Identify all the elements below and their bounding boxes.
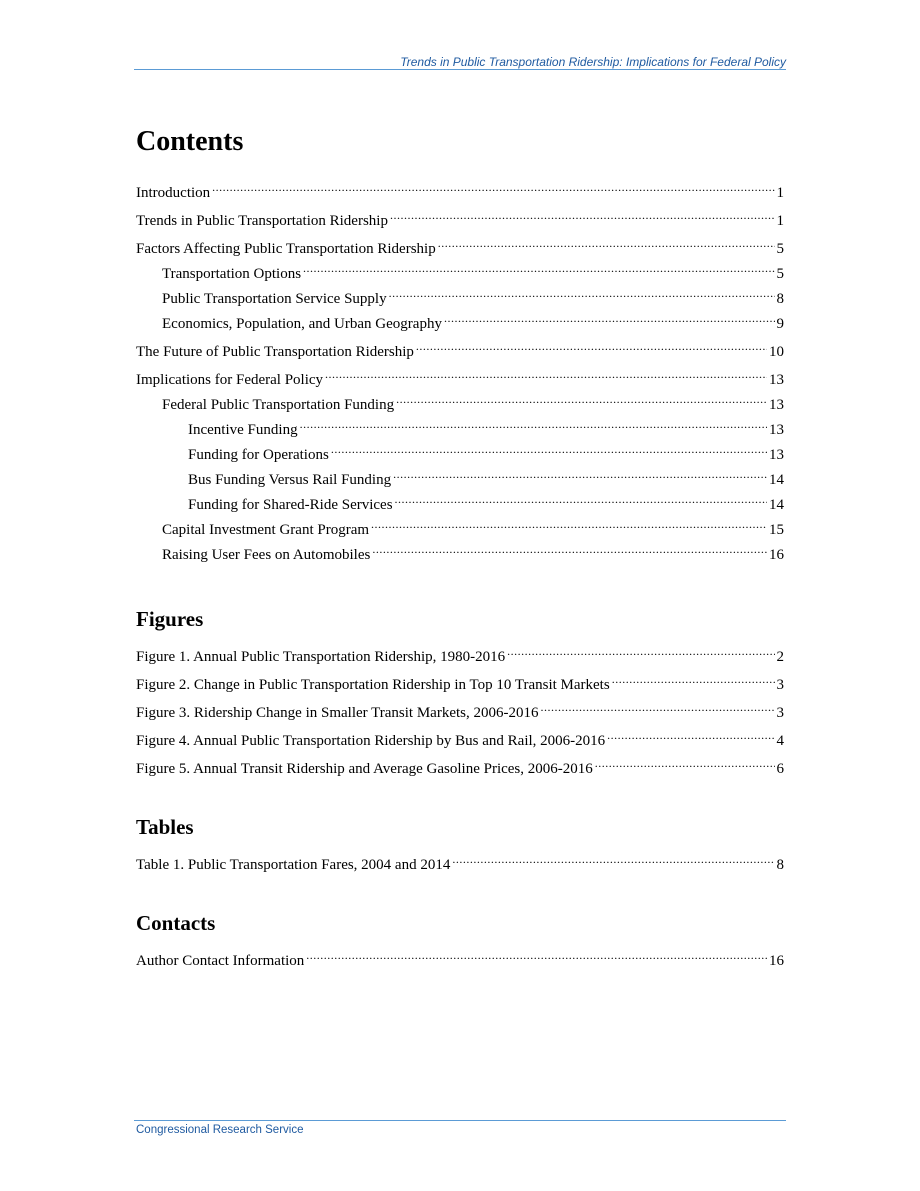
running-header: Trends in Public Transportation Ridership: Implications for Federal Policy bbox=[400, 55, 786, 69]
toc-entry-page: 13 bbox=[769, 372, 784, 388]
dot-leader bbox=[607, 726, 774, 745]
table-entry-1[interactable] bbox=[136, 850, 784, 875]
table-entry-page: 8 bbox=[776, 857, 784, 873]
toc-entry-page: 14 bbox=[769, 497, 784, 513]
toc-entry-future[interactable] bbox=[136, 337, 784, 362]
toc-entry-label: Transportation Options bbox=[162, 266, 302, 282]
dot-leader bbox=[303, 259, 774, 278]
toc-entry-label: Trends in Public Transportation Ridership bbox=[136, 213, 388, 229]
dot-leader bbox=[393, 465, 767, 484]
footer-divider bbox=[134, 1120, 786, 1121]
toc-entry-operations-funding[interactable] bbox=[136, 440, 784, 465]
contact-entry-label: Author Contact Information bbox=[136, 953, 305, 969]
toc-entry-page: 8 bbox=[776, 291, 784, 307]
table-entry-label: Table 1. Public Transportation Fares, 2004 and 2014 bbox=[136, 857, 451, 873]
toc-entry-label: The Future of Public Transportation Ridership bbox=[136, 344, 414, 360]
toc-entry-label: Funding for Shared-Ride Services bbox=[188, 497, 393, 513]
dot-leader bbox=[444, 309, 775, 328]
toc-entry-page: 1 bbox=[776, 213, 784, 229]
toc-entry-transportation-options[interactable] bbox=[136, 259, 784, 284]
toc-entry-page: 13 bbox=[769, 422, 784, 438]
figure-entry-label: Figure 1. Annual Public Transportation Ridership, 1980-2016 bbox=[136, 649, 506, 665]
dot-leader bbox=[612, 670, 775, 689]
toc-entry-page: 13 bbox=[769, 447, 784, 463]
dot-leader bbox=[396, 390, 767, 409]
toc-entry-label: Implications for Federal Policy bbox=[136, 372, 324, 388]
dot-leader bbox=[540, 698, 774, 717]
toc-entry-user-fees[interactable] bbox=[136, 540, 784, 565]
dot-leader bbox=[390, 206, 775, 225]
toc-entry-incentive-funding[interactable] bbox=[136, 415, 784, 440]
toc-entry-page: 5 bbox=[776, 266, 784, 282]
toc-entry-economics[interactable] bbox=[136, 309, 784, 334]
toc-entry-factors[interactable] bbox=[136, 234, 784, 259]
toc-entry-page: 9 bbox=[776, 316, 784, 332]
header-divider bbox=[134, 69, 786, 70]
contents-list bbox=[136, 178, 784, 565]
dot-leader bbox=[372, 540, 767, 559]
tables-list bbox=[136, 850, 784, 875]
toc-entry-page: 1 bbox=[776, 185, 784, 201]
dot-leader bbox=[507, 642, 774, 661]
toc-entry-label: Capital Investment Grant Program bbox=[162, 522, 370, 538]
toc-entry-federal-funding[interactable] bbox=[136, 390, 784, 415]
toc-entry-label: Incentive Funding bbox=[188, 422, 298, 438]
figure-entry-3[interactable] bbox=[136, 698, 784, 723]
dot-leader bbox=[212, 178, 774, 197]
figure-entry-label: Figure 2. Change in Public Transportation Ridership in Top 10 Transit Markets bbox=[136, 677, 610, 693]
toc-entry-label: Introduction bbox=[136, 185, 211, 201]
figure-entry-2[interactable] bbox=[136, 670, 784, 695]
dot-leader bbox=[371, 515, 767, 534]
toc-entry-page: 5 bbox=[776, 241, 784, 257]
toc-entry-label: Federal Public Transportation Funding bbox=[162, 397, 395, 413]
toc-entry-page: 15 bbox=[769, 522, 784, 538]
toc-entry-service-supply[interactable] bbox=[136, 284, 784, 309]
toc-entry-introduction[interactable] bbox=[136, 178, 784, 203]
toc-entry-label: Bus Funding Versus Rail Funding bbox=[188, 472, 392, 488]
dot-leader bbox=[325, 365, 767, 384]
toc-entry-label: Public Transportation Service Supply bbox=[162, 291, 387, 307]
dot-leader bbox=[306, 946, 767, 965]
figure-entry-page: 4 bbox=[776, 733, 784, 749]
contact-entry-page: 16 bbox=[769, 953, 784, 969]
contacts-list bbox=[136, 946, 784, 971]
dot-leader bbox=[595, 754, 775, 773]
figure-entry-5[interactable] bbox=[136, 754, 784, 779]
toc-entry-implications[interactable] bbox=[136, 365, 784, 390]
toc-entry-label: Raising User Fees on Automobiles bbox=[162, 547, 371, 563]
toc-entry-page: 13 bbox=[769, 397, 784, 413]
contents-heading: Contents bbox=[136, 126, 244, 157]
figure-entry-page: 3 bbox=[776, 677, 784, 693]
toc-entry-label: Factors Affecting Public Transportation Ridership bbox=[136, 241, 436, 257]
dot-leader bbox=[389, 284, 775, 303]
toc-entry-label: Funding for Operations bbox=[188, 447, 329, 463]
figure-entry-page: 2 bbox=[776, 649, 784, 665]
dot-leader bbox=[395, 490, 767, 509]
dot-leader bbox=[452, 850, 774, 869]
dot-leader bbox=[438, 234, 775, 253]
footer-organization: Congressional Research Service bbox=[136, 1124, 304, 1136]
toc-entry-capital-investment[interactable] bbox=[136, 515, 784, 540]
contacts-heading: Contacts bbox=[136, 911, 216, 935]
toc-entry-page: 10 bbox=[769, 344, 784, 360]
figure-entry-label: Figure 3. Ridership Change in Smaller Transit Markets, 2006-2016 bbox=[136, 705, 539, 721]
dot-leader bbox=[416, 337, 767, 356]
contact-entry-author[interactable] bbox=[136, 946, 784, 971]
toc-entry-shared-ride[interactable] bbox=[136, 490, 784, 515]
tables-heading: Tables bbox=[136, 815, 194, 839]
dot-leader bbox=[331, 440, 767, 459]
toc-entry-page: 14 bbox=[769, 472, 784, 488]
toc-entry-trends[interactable] bbox=[136, 206, 784, 231]
toc-entry-label: Economics, Population, and Urban Geography bbox=[162, 316, 442, 332]
table-of-contents bbox=[136, 122, 784, 971]
figure-entry-label: Figure 5. Annual Transit Ridership and Average Gasoline Prices, 2006-2016 bbox=[136, 761, 593, 777]
figure-entry-1[interactable] bbox=[136, 642, 784, 667]
figure-entry-4[interactable] bbox=[136, 726, 784, 751]
figure-entry-label: Figure 4. Annual Public Transportation Ridership by Bus and Rail, 2006-2016 bbox=[136, 733, 606, 749]
figures-list bbox=[136, 642, 784, 779]
figure-entry-page: 3 bbox=[776, 705, 784, 721]
figures-heading: Figures bbox=[136, 607, 204, 631]
toc-entry-page: 16 bbox=[769, 547, 784, 563]
figure-entry-page: 6 bbox=[776, 761, 784, 777]
dot-leader bbox=[300, 415, 767, 434]
toc-entry-bus-vs-rail[interactable] bbox=[136, 465, 784, 490]
